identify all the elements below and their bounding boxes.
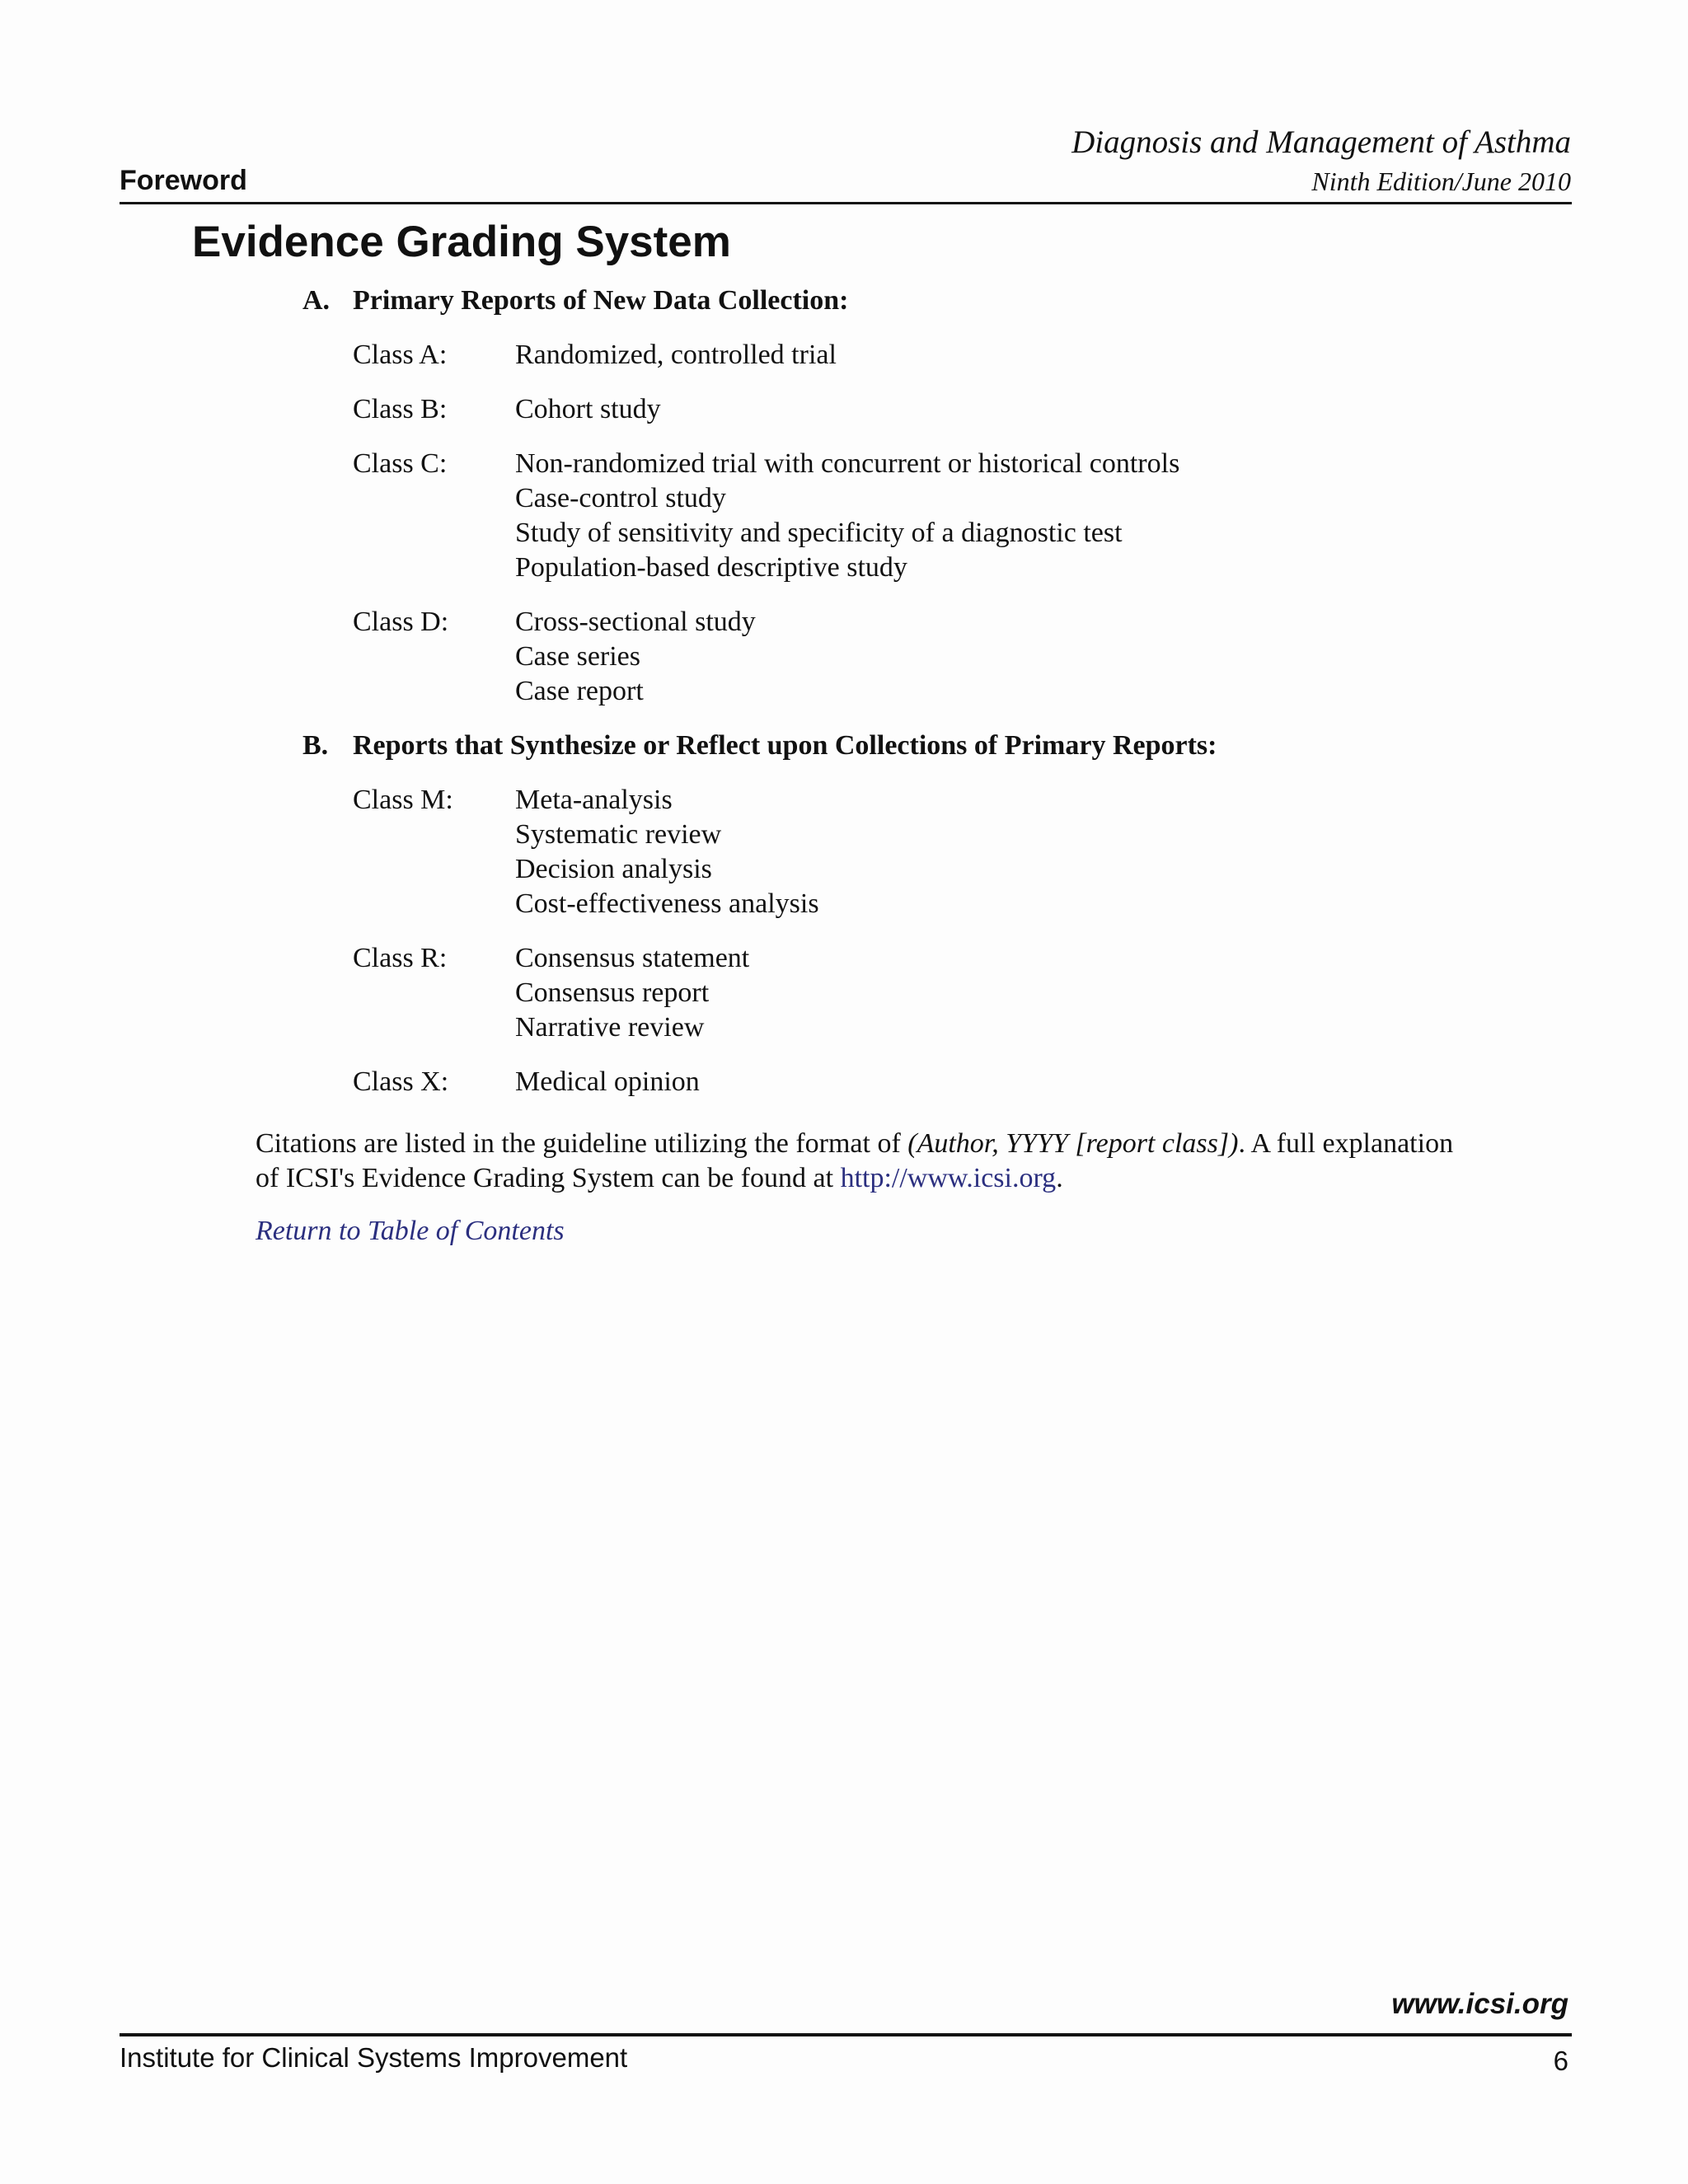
section-letter: B. [302, 730, 329, 761]
class-label: Class M: [353, 785, 453, 815]
class-row [302, 941, 1539, 1045]
footer-organization: Institute for Clinical Systems Improvement [120, 2042, 628, 2073]
page-title: Evidence Grading System [192, 218, 731, 266]
return-to-toc-link[interactable]: Return to Table of Contents [256, 1216, 565, 1246]
grading-content [302, 284, 1539, 1119]
citation-line-1 [256, 1127, 1453, 1161]
class-item: Case-control study [515, 483, 726, 513]
section-b [302, 729, 1539, 1099]
class-row [302, 605, 1539, 709]
icsi-website-link[interactable]: http://www.icsi.org [840, 1163, 1057, 1193]
class-label: Class D: [353, 607, 449, 637]
class-item: Meta-analysis [515, 785, 673, 815]
class-item: Case report [515, 676, 644, 706]
section-label: Foreword [120, 165, 247, 196]
citation-text: . [1056, 1163, 1063, 1193]
class-item: Study of sensitivity and specificity of a diagnostic test [515, 518, 1123, 548]
page-number: 6 [1553, 2046, 1568, 2076]
citation-line-2 [256, 1161, 1453, 1196]
footer-rule [120, 2033, 1572, 2036]
class-item: Cross-sectional study [515, 607, 756, 637]
citation-paragraph [256, 1127, 1453, 1196]
class-item: Non-randomized trial with concurrent or historical controls [515, 448, 1180, 479]
class-label: Class C: [353, 448, 448, 479]
class-row [302, 392, 1539, 427]
class-item: Population-based descriptive study [515, 552, 907, 583]
class-label: Class X: [353, 1066, 449, 1097]
footer-site: www.icsi.org [1391, 1988, 1568, 2020]
section-heading [302, 729, 1539, 763]
section-heading [302, 284, 1539, 318]
class-item: Cost-effectiveness analysis [515, 888, 819, 919]
section-letter: A. [302, 285, 331, 316]
class-item: Randomized, controlled trial [515, 340, 837, 370]
class-item: Case series [515, 641, 641, 672]
citation-format: (Author, YYYY [report class]) [907, 1128, 1239, 1159]
section-a [302, 284, 1539, 709]
section-heading-text: Primary Reports of New Data Collection: [353, 285, 849, 316]
class-row [302, 783, 1539, 921]
section-heading-text: Reports that Synthesize or Reflect upon Collections of Primary Reports: [353, 730, 1217, 761]
doc-edition: Ninth Edition/June 2010 [1311, 166, 1571, 196]
class-item: Consensus statement [515, 943, 750, 973]
class-item: Medical opinion [515, 1066, 700, 1097]
class-label: Class B: [353, 394, 448, 424]
class-item: Systematic review [515, 819, 722, 850]
header-rule [120, 202, 1572, 204]
class-label: Class R: [353, 943, 448, 973]
class-row [302, 447, 1539, 585]
class-item: Cohort study [515, 394, 661, 424]
class-row [302, 1065, 1539, 1099]
class-item: Consensus report [515, 977, 710, 1008]
doc-title: Diagnosis and Management of Asthma [1071, 124, 1571, 160]
citation-text: . A full explanation [1238, 1128, 1454, 1159]
class-item: Narrative review [515, 1012, 705, 1043]
class-item: Decision analysis [515, 854, 712, 884]
class-row [302, 338, 1539, 373]
citation-text: Citations are listed in the guideline utilizing the format of [256, 1128, 908, 1159]
citation-text: of ICSI's Evidence Grading System can be found at [256, 1163, 841, 1193]
class-label: Class A: [353, 340, 448, 370]
